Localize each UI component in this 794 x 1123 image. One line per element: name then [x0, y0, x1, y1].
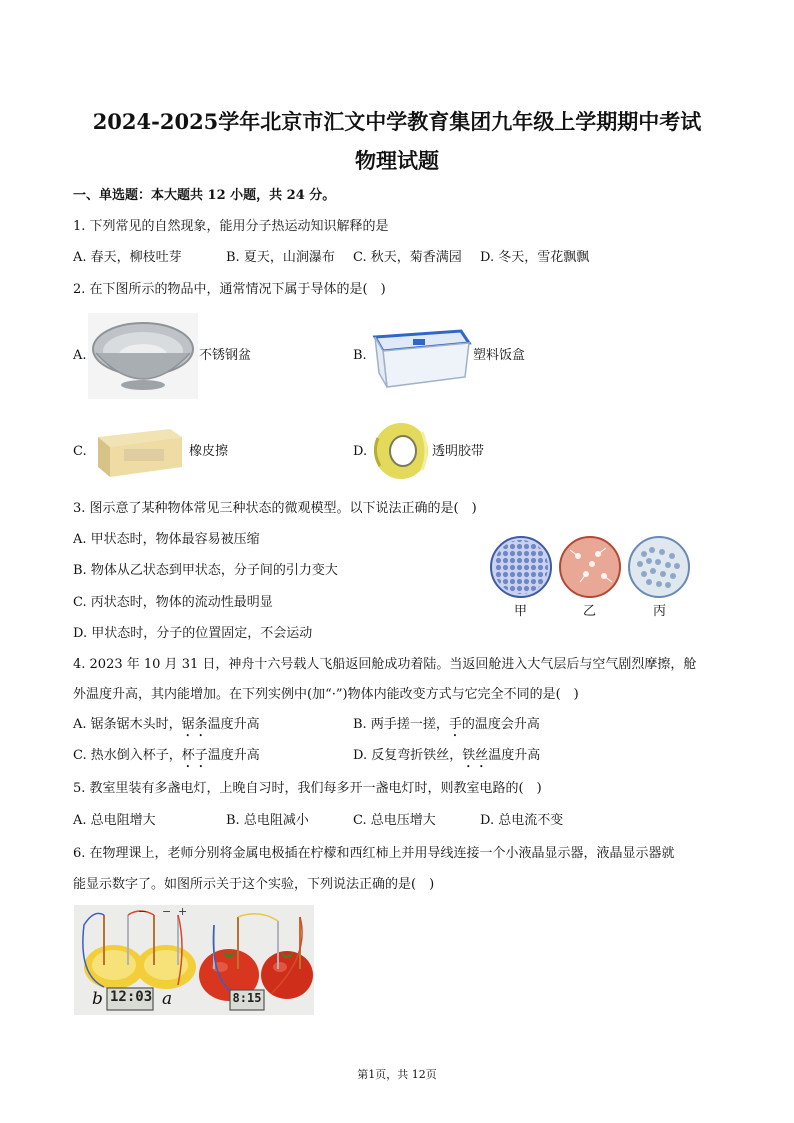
- q2-option-d-letter: D.: [353, 444, 368, 459]
- q4-option-c: C. 热水倒入杯子，杯子温度升高: [73, 748, 260, 763]
- q1-option-b: B. 夏天，山涧瀑布: [226, 250, 335, 265]
- steel-bowl-image: [88, 313, 198, 399]
- section-header: 一、单选题：本大题共 12 小题，共 24 分。: [73, 188, 336, 203]
- q2-stem: 2. 在下图所示的物品中，通常情况下属于导体的是( ): [73, 282, 386, 297]
- minus-sign-2: −: [162, 905, 172, 918]
- q2-option-a-letter: A.: [73, 348, 87, 363]
- q2-option-d-text: 透明胶带: [432, 444, 485, 459]
- lcd-display-tomato: 8:15: [232, 991, 262, 1005]
- q5-option-b: B. 总电阻减小: [226, 813, 309, 828]
- q2-option-c-text: 橡皮擦: [189, 444, 229, 459]
- q6-stem-line2: 能显示数字了。如图所示关于这个实验，下列说法正确的是( ): [73, 877, 435, 892]
- q1-option-d: D. 冬天，雪花飘飘: [480, 250, 590, 265]
- fruit-battery-photo: [74, 905, 314, 1015]
- q4-stem-line1: 4. 2023 年 10 月 31 日，神舟十六号载人飞船返回舱成功着陆。当返回舱进入大气层后与空气剧烈摩擦，舱: [73, 657, 697, 672]
- q4-option-b: B. 两手搓一搓，手的温度会升高: [353, 717, 540, 732]
- label-b: b: [92, 989, 103, 1009]
- lcd-display-lemon: 12:03: [110, 989, 153, 1005]
- exam-subtitle: 物理试题: [355, 148, 439, 173]
- q4-option-d: D. 反复弯折铁丝，铁丝温度升高: [353, 748, 541, 763]
- page-number: 第1页，共 12页: [357, 1068, 437, 1081]
- q2-option-a-text: 不锈钢盆: [199, 348, 252, 363]
- q3-option-b: B. 物体从乙状态到甲状态，分子间的引力变大: [73, 563, 338, 578]
- q5-option-d: D. 总电流不变: [480, 813, 564, 828]
- q5-option-c: C. 总电压增大: [353, 813, 436, 828]
- q3-option-d: D. 甲状态时，分子的位置固定，不会运动: [73, 626, 313, 641]
- q2-option-b-text: 塑料饭盒: [473, 348, 526, 363]
- q1-stem: 1. 下列常见的自然现象，能用分子热运动知识解释的是: [73, 219, 389, 234]
- q1-option-c: C. 秋天，菊香满园: [353, 250, 462, 265]
- exam-title: 2024-2025学年北京市汇文中学教育集团九年级上学期期中考试: [92, 109, 702, 134]
- fig-label-jia: 甲: [514, 604, 528, 619]
- fig-label-bing: 丙: [653, 604, 667, 619]
- q2-option-c-letter: C.: [73, 444, 87, 459]
- q2-option-b-letter: B.: [353, 348, 367, 363]
- q5-option-a: A. 总电阻增大: [73, 813, 156, 828]
- plus-sign: +: [178, 905, 188, 918]
- q3-option-a: A. 甲状态时，物体最容易被压缩: [73, 532, 260, 547]
- q5-stem: 5. 教室里装有多盏电灯，上晚自习时，我们每多开一盏电灯时，则教室电路的( ): [73, 781, 542, 796]
- q3-stem: 3. 图示意了某种物体常见三种状态的微观模型。以下说法正确的是( ): [73, 501, 477, 516]
- label-a: a: [162, 989, 173, 1009]
- q3-option-c: C. 丙状态时，物体的流动性最明显: [73, 595, 273, 610]
- q6-stem-line1: 6. 在物理课上，老师分别将金属电极插在柠檬和西红柿上并用导线连接一个小液晶显示器，液晶显示器就: [73, 846, 675, 861]
- fig-label-yi: 乙: [583, 604, 597, 619]
- q4-stem-line2: 外温度升高，其内能增加。在下列实例中(加“·”)物体内能改变方式与它完全不同的是( ): [73, 687, 579, 702]
- plastic-box-image: [369, 321, 473, 391]
- q1-option-a: A. 春天，柳枝吐芽: [73, 250, 182, 265]
- tape-roll-image: [370, 420, 432, 482]
- eraser-image: [94, 425, 186, 481]
- q4-option-a: A. 锯条锯木头时，锯条温度升高: [73, 717, 260, 732]
- minus-sign-1: −: [138, 905, 148, 918]
